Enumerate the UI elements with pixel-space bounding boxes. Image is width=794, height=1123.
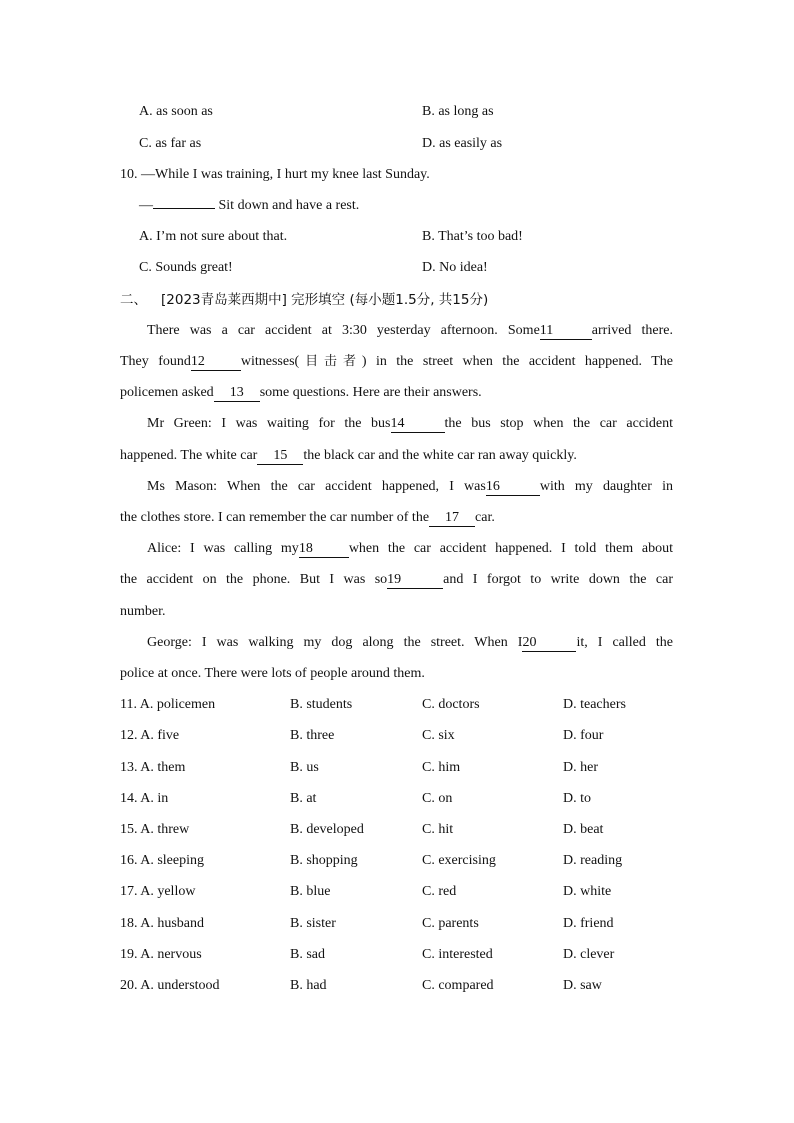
- blank-18: 18: [299, 541, 349, 558]
- choice-a: 14. A. in: [120, 791, 169, 806]
- choice-d: D. reading: [563, 853, 623, 868]
- blank-20: 20: [522, 635, 576, 652]
- choice-c: C. exercising: [422, 853, 496, 868]
- choice-c: C. red: [422, 884, 457, 899]
- choice-a: 17. A. yellow: [120, 884, 196, 899]
- passage-text: They found: [120, 354, 191, 369]
- choice-b: B. shopping: [290, 853, 358, 868]
- choice-a: 11. A. policemen: [120, 697, 216, 712]
- passage-text: George: I was walking my dog along the street. When I: [147, 635, 523, 650]
- passage-gloss: 目击者: [299, 354, 362, 369]
- passage-p4-line1: [147, 539, 673, 559]
- choice-b: B. three: [290, 728, 335, 743]
- q10-blank: [153, 208, 215, 209]
- passage-text: witnesses(: [240, 354, 300, 369]
- q10-stem: 10. —While I was training, I hurt my knee last Sunday.: [120, 167, 430, 182]
- choice-b: B. us: [290, 760, 319, 775]
- passage-text: Mr Green: I was waiting for the bus: [147, 416, 391, 431]
- passage-p1-line1: [147, 321, 673, 341]
- blank-16: 16: [486, 479, 540, 496]
- passage-p4-line2: [120, 570, 673, 590]
- choice-b: B. students: [290, 697, 353, 712]
- passage-p5-line2: police at once. There were lots of people around them.: [120, 666, 425, 681]
- choice-d: D. clever: [563, 947, 615, 962]
- choice-d: D. beat: [563, 822, 604, 837]
- passage-text: the bus stop when the car accident: [444, 416, 673, 431]
- blank-17: 17: [429, 510, 475, 527]
- passage-text: arrived there.: [591, 323, 673, 338]
- choice-d: D. to: [563, 791, 591, 806]
- choice-c: C. six: [422, 728, 455, 743]
- choice-d: D. friend: [563, 916, 614, 931]
- choice-d: D. her: [563, 760, 598, 775]
- passage-text: car.: [475, 510, 495, 525]
- passage-p2-line2: [120, 446, 673, 466]
- passage-text: There was a car accident at 3:30 yesterday afternoon. Some: [147, 323, 540, 338]
- choice-c: C. interested: [422, 947, 493, 962]
- passage-text: some questions. Here are their answers.: [259, 385, 482, 400]
- q9-option-c: C. as far as: [139, 136, 202, 151]
- passage-text: the clothes store. I can remember the car number of the: [120, 510, 430, 525]
- section-number: 二、: [120, 292, 147, 308]
- choice-a: 18. A. husband: [120, 916, 204, 931]
- choice-row-14: [120, 789, 680, 809]
- choice-a: 12. A. five: [120, 728, 180, 743]
- passage-text: policemen asked: [120, 385, 214, 400]
- choice-row-19: [120, 945, 680, 965]
- passage-p3-line1: [147, 477, 673, 497]
- passage-p2-line1: [147, 414, 673, 434]
- choice-b: B. had: [290, 978, 327, 993]
- choice-c: C. doctors: [422, 697, 480, 712]
- choice-row-20: [120, 976, 680, 996]
- blank-12: 12: [191, 354, 241, 371]
- section-heading: [120, 290, 673, 310]
- passage-p1-line2: [120, 352, 673, 372]
- choice-row-12: [120, 726, 680, 746]
- passage-text: it, I called the: [576, 635, 673, 650]
- blank-11: 11: [540, 323, 592, 340]
- passage-text: Ms Mason: When the car accident happened, I was: [147, 479, 486, 494]
- choice-row-17: [120, 882, 680, 902]
- q10-option-b: B. That’s too bad!: [422, 229, 523, 244]
- passage-text: the black car and the white car ran away quickly.: [303, 448, 577, 463]
- passage-text: with my daughter in: [539, 479, 673, 494]
- q10-option-c: C. Sounds great!: [139, 260, 233, 275]
- passage-text: Alice: I was calling my: [147, 541, 299, 556]
- blank-19: 19: [387, 572, 443, 589]
- choice-b: B. at: [290, 791, 317, 806]
- passage-p3-line2: [120, 508, 673, 528]
- q10-dash: —: [139, 198, 153, 213]
- choice-c: C. him: [422, 760, 461, 775]
- q9-option-b: B. as long as: [422, 104, 494, 119]
- choice-d: D. white: [563, 884, 612, 899]
- section-title: [2023青岛莱西期中] 完形填空 (每小题1.5分, 共15分): [161, 292, 489, 308]
- choice-row-11: [120, 695, 680, 715]
- choice-a: 15. A. threw: [120, 822, 190, 837]
- choice-d: D. teachers: [563, 697, 626, 712]
- q10-option-d: D. No idea!: [422, 260, 488, 275]
- choice-a: 19. A. nervous: [120, 947, 202, 962]
- choice-a: 16. A. sleeping: [120, 853, 204, 868]
- passage-text: the accident on the phone. But I was so: [120, 572, 388, 587]
- blank-13: 13: [214, 385, 260, 402]
- choice-a: 13. A. them: [120, 760, 186, 775]
- choice-d: D. four: [563, 728, 604, 743]
- passage-text: when the car accident happened. I told them about: [348, 541, 673, 556]
- blank-15: 15: [257, 448, 303, 465]
- choice-row-16: [120, 851, 680, 871]
- choice-c: C. on: [422, 791, 453, 806]
- q10-reply-text: Sit down and have a rest.: [215, 198, 360, 213]
- blank-14: 14: [391, 416, 445, 433]
- passage-p4-line3: number.: [120, 604, 166, 619]
- passage-text: ) in the street when the accident happened. The: [361, 354, 673, 369]
- choice-d: D. saw: [563, 978, 602, 993]
- choice-a: 20. A. understood: [120, 978, 220, 993]
- choice-row-13: [120, 758, 680, 778]
- choice-b: B. sad: [290, 947, 325, 962]
- choice-c: C. hit: [422, 822, 454, 837]
- passage-p5-line1: [147, 633, 673, 653]
- passage-p1-line3: [120, 383, 673, 403]
- passage-text: and I forgot to write down the car: [443, 572, 674, 587]
- choice-c: C. parents: [422, 916, 479, 931]
- choice-c: C. compared: [422, 978, 494, 993]
- q10-reply: [139, 196, 692, 216]
- choice-b: B. sister: [290, 916, 336, 931]
- choice-row-18: [120, 914, 680, 934]
- q9-option-a: A. as soon as: [139, 104, 213, 119]
- passage-text: happened. The white car: [120, 448, 258, 463]
- choice-b: B. blue: [290, 884, 331, 899]
- q9-option-d: D. as easily as: [422, 136, 503, 151]
- choice-row-15: [120, 820, 680, 840]
- choice-b: B. developed: [290, 822, 364, 837]
- q10-option-a: A. I’m not sure about that.: [139, 229, 288, 244]
